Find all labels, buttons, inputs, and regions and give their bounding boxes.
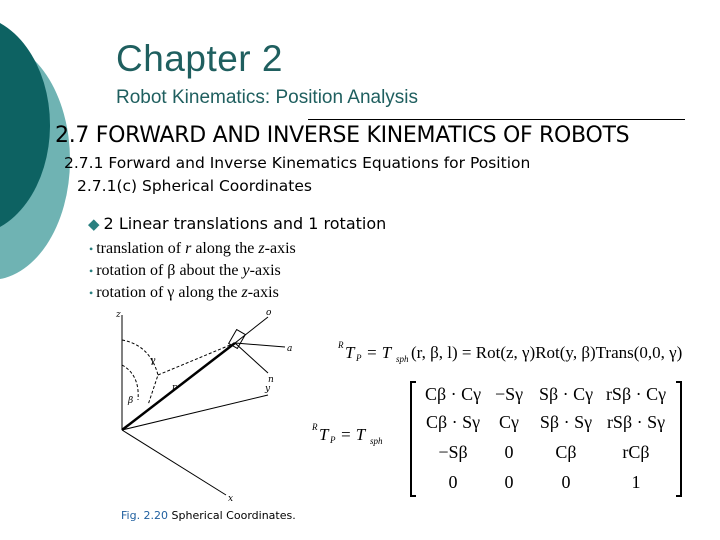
main-bullet <box>88 214 386 233</box>
matrix-cell: Cγ <box>499 412 519 432</box>
section-heading: 2.7 FORWARD AND INVERSE KINEMATICS OF ROBOTS <box>55 123 630 148</box>
eq2-sub: P <box>330 435 336 445</box>
x-label: x <box>228 494 234 504</box>
matrix-cell: rCβ <box>622 442 650 462</box>
eq1-T: T <box>345 343 355 362</box>
eq2-rhs-sub: sph <box>370 436 383 446</box>
matrix-cell: −Sβ <box>438 442 468 462</box>
a-axis <box>235 343 285 347</box>
slide-title: Chapter 2 <box>116 38 283 79</box>
y-label: y <box>265 384 271 394</box>
x-axis <box>122 430 226 495</box>
o-label: o <box>266 308 272 318</box>
eq1-sub: P <box>356 353 362 363</box>
eq2-sup: R <box>312 422 318 432</box>
matrix-right-bracket <box>676 382 681 496</box>
eq1-args: (r, β, l) = Rot(z, γ)Rot(y, β)Trans(0,0, γ) <box>411 343 683 362</box>
matrix-cell: Sβ · Sγ <box>539 412 593 432</box>
eq1-sup: R <box>338 340 344 350</box>
diamond-bullet-icon: ◆ <box>88 215 100 233</box>
matrix-cell: Cβ · Cγ <box>424 384 482 404</box>
eq1-rhs: = T <box>366 343 392 362</box>
matrix-cells <box>425 384 666 492</box>
matrix-cell: Cβ <box>555 442 577 462</box>
transformation-equations <box>308 330 708 505</box>
spherical-coordinates-figure <box>110 305 310 505</box>
z-label: z <box>116 310 121 320</box>
decorative-side-circles <box>0 0 80 540</box>
r-label: r <box>172 383 177 393</box>
dashed-line <box>158 343 235 375</box>
eq2-T: T <box>319 425 329 444</box>
main-bullet-text: 2 Linear translations and 1 rotation <box>103 214 387 233</box>
matrix-cell: −Sγ <box>494 384 524 404</box>
matrix-left-bracket <box>411 382 416 496</box>
matrix-cell: 0 <box>448 472 458 492</box>
matrix-cell: 0 <box>504 472 514 492</box>
sub-bullet-list <box>89 238 296 304</box>
eq2-rhs: = T <box>340 425 366 444</box>
slide-subtitle: Robot Kinematics: Position Analysis <box>116 87 419 108</box>
subsubsection-heading: 2.7.1(c) Spherical Coordinates <box>77 177 312 195</box>
eq1-rhs-sub: sph <box>396 354 409 364</box>
sub-bullet: • rotation of β about the y-axis <box>89 260 296 282</box>
matrix-cell: 0 <box>504 442 514 462</box>
sub-bullet: • rotation of γ along the z-axis <box>89 282 296 304</box>
a-label: a <box>287 344 293 354</box>
subsection-heading: 2.7.1 Forward and Inverse Kinematics Equations for Position <box>64 154 531 172</box>
matrix-cell: rSβ · Sγ <box>606 412 666 432</box>
title-divider <box>308 119 685 120</box>
matrix-cell: rSβ · Cγ <box>605 384 667 404</box>
figure-caption: Fig. 2.20 Spherical Coordinates. <box>121 509 296 522</box>
n-axis <box>235 343 268 373</box>
matrix-cell: 0 <box>561 472 571 492</box>
gamma-label: γ <box>150 356 156 366</box>
o-axis <box>235 317 268 343</box>
matrix-cell: Cβ · Sγ <box>425 412 481 432</box>
beta-label: β <box>128 396 134 406</box>
n-label: n <box>268 375 274 385</box>
dashed-arc-2 <box>122 365 138 400</box>
matrix-cell: 1 <box>631 472 641 492</box>
sub-bullet: • translation of r along the z-axis <box>89 238 296 260</box>
matrix-cell: Sβ · Cγ <box>538 384 594 404</box>
